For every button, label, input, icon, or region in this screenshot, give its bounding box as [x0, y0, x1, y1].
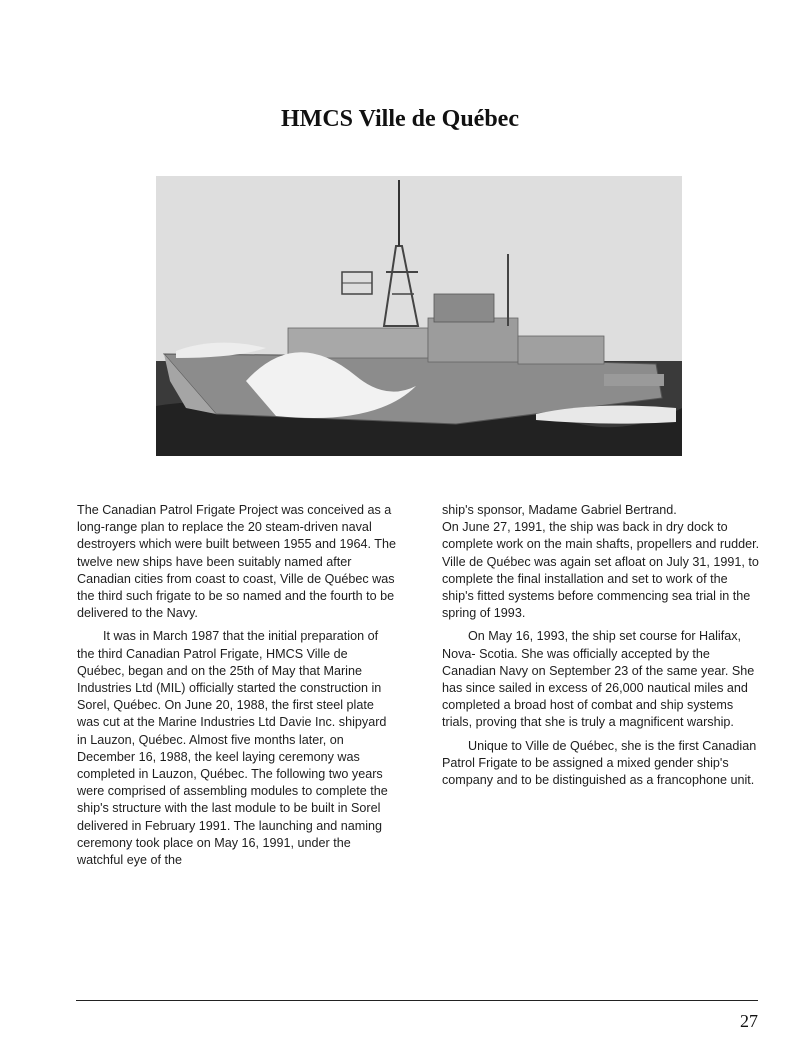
paragraph: It was in March 1987 that the initial preparation of the third Canadian Patrol Frigate, HMCS Ville de Québec, began and on the 25th of May that Marine Industries Ltd (MIL) officially started the construction in Sorel, Québec. On June 20, 1988, the first steel plate was cut at the Marine Industries Ltd Davie Inc. shipyard in Lauzon, Québec. Almost five months later, on December 16, 1988, the keel laying ceremony was completed in Lauzon, Québec. The following two years were comprised of assembling modules to complete the ship's structure with the last module to be built in Sorel delivered in February 1991. The launching and naming ceremony took place on May 16, 1991, under the watchful eye of the	[77, 629, 388, 868]
paragraph: ship's sponsor, Madame Gabriel Bertrand.	[442, 503, 677, 517]
page-title: HMCS Ville de Québec	[281, 106, 519, 132]
ship-photo	[156, 176, 682, 456]
paragraph: The Canadian Patrol Frigate Project was conceived as a long-range plan to replace the 20 steam-driven naval destroyers which were built between 1955 and 1964. The twelve new ships have been suitably named after Canadian cities from coast to coast, Ville de Québec was the third such frigate to be so named and the fourth to be delivered to the Navy.	[77, 503, 397, 621]
right-column	[442, 502, 762, 795]
page-number: 27	[740, 1011, 758, 1031]
paragraph: On May 16, 1993, the ship set course for Halifax, Nova- Scotia. She was officially accepted by the Canadian Navy on September 23 of the same year. She has since sailed in excess of 26,000 nautical miles and completed a broad host of combat and ship systems trials, proving that she is truly a magnificent warship.	[442, 629, 755, 730]
footer-rule	[76, 1000, 758, 1001]
paragraph: Unique to Ville de Québec, she is the first Canadian Patrol Frigate to be assigned a mixed gender ship's company and to be distinguished as a francophone unit.	[442, 738, 757, 788]
left-column	[77, 502, 397, 875]
paragraph: On June 27, 1991, the ship was back in dry dock to complete work on the main shafts, propellers and rudder. Ville de Québec was again set afloat on July 31, 1991, to complete the final installation and set to work of the ship's fitted systems before commencing sea trial in the spring of 1993.	[442, 520, 760, 621]
